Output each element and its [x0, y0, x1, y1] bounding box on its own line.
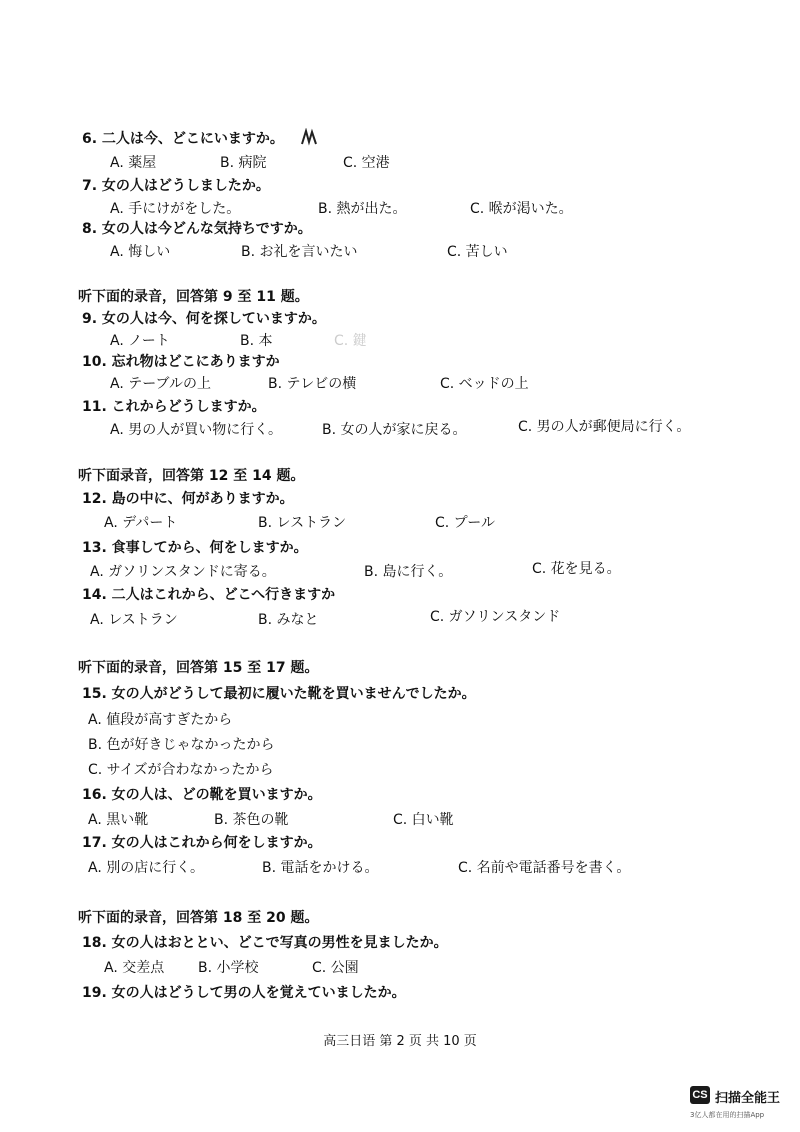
q15-option-a: A. 値段が高すぎたから — [88, 712, 233, 728]
q17-option-c: C. 名前や電話番号を書く。 — [458, 860, 631, 876]
q13-option-c: C. 花を見る。 — [532, 561, 621, 577]
q8-option-a: A. 悔しい — [110, 244, 171, 260]
question-16: 16. 女の人は、どの靴を買いますか。 — [82, 787, 322, 803]
question-9: 9. 女の人は今、何を探していますか。 — [82, 311, 326, 327]
question-14: 14. 二人はこれから、どこへ行きますか — [82, 587, 336, 603]
handwritten-mark — [300, 128, 318, 148]
q9-option-a: A. ノート — [110, 333, 170, 349]
logo-tagline: 3亿人都在用的扫描App — [690, 1111, 765, 1119]
q12-option-c: C. プール — [435, 515, 495, 531]
q18-option-a: A. 交差点 — [104, 960, 165, 976]
q11-option-a: A. 男の人が買い物に行く。 — [110, 422, 282, 438]
q14-option-a: A. レストラン — [90, 612, 178, 628]
q15-option-b: B. 色が好きじゃなかったから — [88, 737, 275, 753]
logo-name: 扫描全能王 — [715, 1091, 781, 1106]
q14-option-b: B. みなと — [258, 612, 319, 628]
q11-option-b: B. 女の人が家に戻る。 — [322, 422, 467, 438]
q7-option-b: B. 熱が出た。 — [318, 201, 407, 217]
q16-option-c: C. 白い靴 — [393, 812, 454, 828]
q15-option-c: C. サイズが合わなかったから — [88, 762, 274, 778]
question-13: 13. 食事してから、何をしますか。 — [82, 540, 308, 556]
question-15: 15. 女の人がどうして最初に履いた靴を買いませんでしたか。 — [82, 686, 476, 702]
question-7: 7. 女の人はどうしましたか。 — [82, 178, 270, 194]
question-8: 8. 女の人は今どんな気持ちですか。 — [82, 221, 312, 237]
question-17: 17. 女の人はこれから何をしますか。 — [82, 835, 322, 851]
q7-option-a: A. 手にけがをした。 — [110, 201, 241, 217]
section-heading-9-11: 听下面的录音，回答第 9 至 11 题。 — [78, 289, 309, 305]
q10-option-a: A. テーブルの上 — [110, 376, 211, 392]
q9-option-c: C. 鍵 — [334, 333, 367, 349]
q7-option-c: C. 喉が渇いた。 — [470, 201, 573, 217]
q18-option-c: C. 公園 — [312, 960, 359, 976]
page-footer: 高三日语 第 2 页 共 10 页 — [323, 1034, 477, 1049]
q16-option-a: A. 黒い靴 — [88, 812, 149, 828]
q9-option-b: B. 本 — [240, 333, 273, 349]
q10-option-c: C. ベッドの上 — [440, 376, 529, 392]
question-18: 18. 女の人はおととい、どこで写真の男性を見ましたか。 — [82, 935, 448, 951]
q13-option-a: A. ガソリンスタンドに寄る。 — [90, 564, 276, 580]
q8-option-b: B. お礼を言いたい — [241, 244, 358, 260]
question-10: 10. 忘れ物はどこにありますか — [82, 354, 280, 370]
section-heading-15-17: 听下面的录音，回答第 15 至 17 题。 — [78, 660, 319, 676]
question-12: 12. 島の中に、何がありますか。 — [82, 491, 294, 507]
q17-option-a: A. 別の店に行く。 — [88, 860, 204, 876]
section-heading-18-20: 听下面的录音，回答第 18 至 20 题。 — [78, 910, 319, 926]
q6-option-b: B. 病院 — [220, 155, 267, 171]
q14-option-c: C. ガソリンスタンド — [430, 609, 561, 625]
q8-option-c: C. 苦しい — [447, 244, 508, 260]
q18-option-b: B. 小学校 — [198, 960, 259, 976]
section-heading-12-14: 听下面录音，回答第 12 至 14 题。 — [78, 468, 305, 484]
q10-option-b: B. テレビの横 — [268, 376, 357, 392]
q6-option-a: A. 薬屋 — [110, 155, 157, 171]
q12-option-a: A. デパート — [104, 515, 178, 531]
q13-option-b: B. 島に行く。 — [364, 564, 453, 580]
question-19: 19. 女の人はどうして男の人を覚えていましたか。 — [82, 985, 406, 1001]
question-11: 11. これからどうしますか。 — [82, 399, 266, 415]
question-6: 6. 二人は今、どこにいますか。 — [82, 131, 284, 147]
q17-option-b: B. 電話をかける。 — [262, 860, 379, 876]
cs-logo-icon: CS — [690, 1086, 710, 1104]
scanner-app-logo — [690, 1086, 790, 1126]
q16-option-b: B. 茶色の靴 — [214, 812, 289, 828]
q11-option-c: C. 男の人が郵便局に行く。 — [518, 419, 691, 435]
q12-option-b: B. レストラン — [258, 515, 347, 531]
q6-option-c: C. 空港 — [343, 155, 390, 171]
